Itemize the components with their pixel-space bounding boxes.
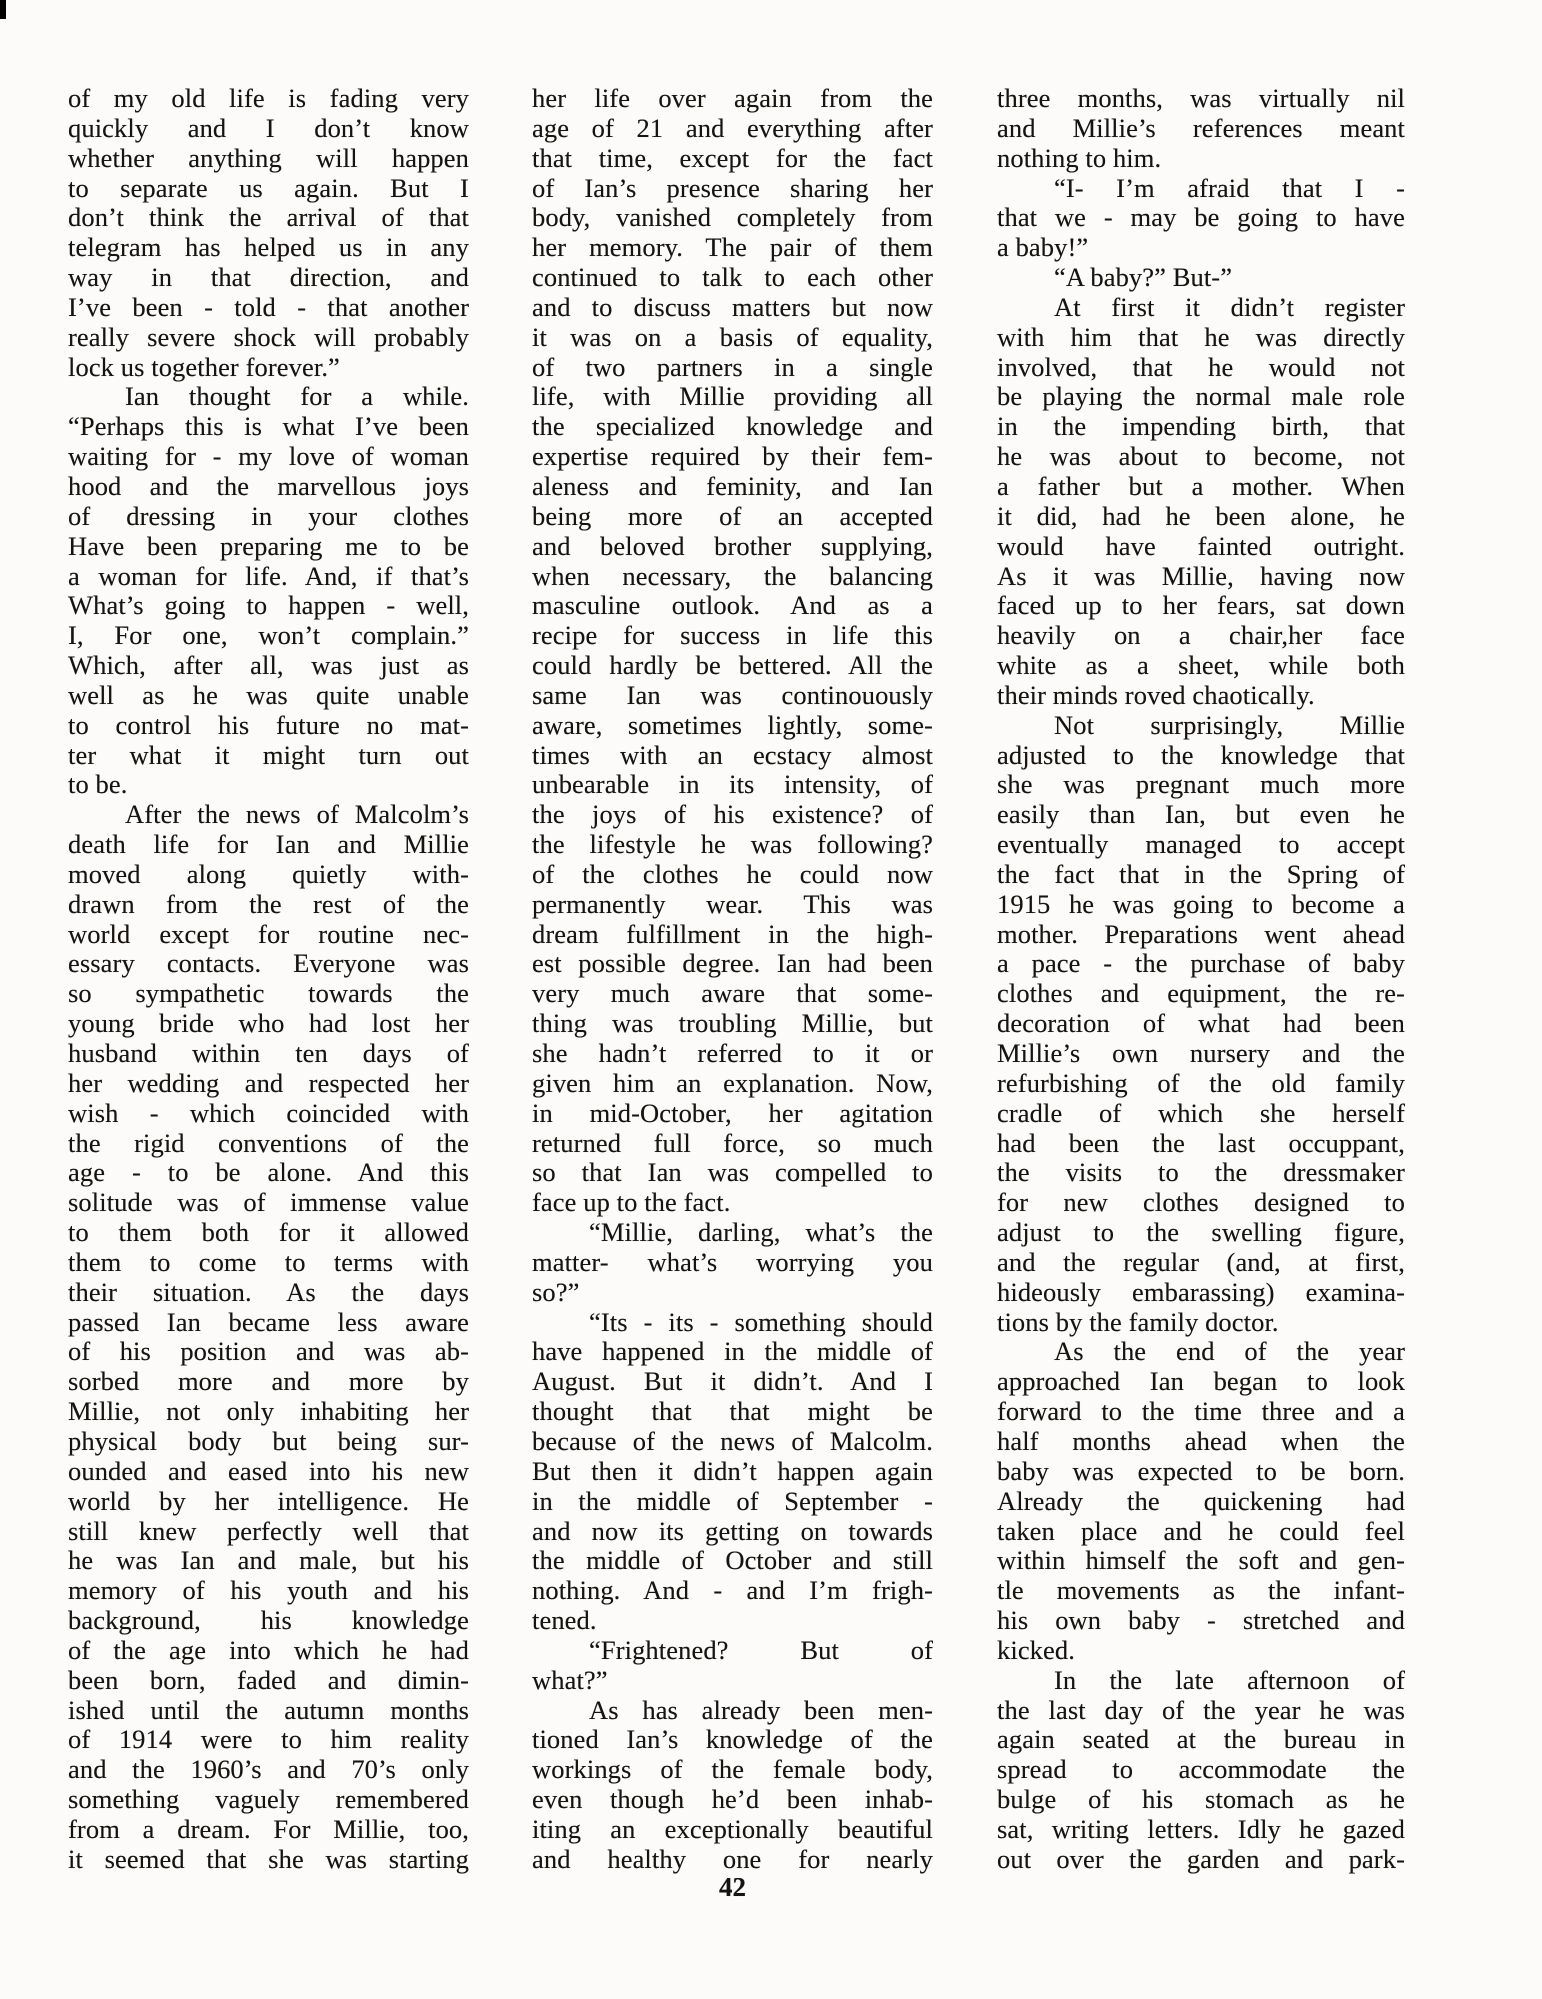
text-line: something vaguely remembered — [68, 1784, 469, 1815]
text-line: In the late afternoon of — [1054, 1664, 1405, 1695]
text-line: the rigid conventions of the — [68, 1127, 469, 1158]
text-line: I’ve been - told - that another — [68, 291, 469, 322]
text-line: a pace - the purchase of baby — [997, 948, 1405, 979]
text-line: aware, sometimes lightly, some- — [532, 709, 933, 740]
text-line: of the age into which he had — [68, 1634, 469, 1665]
text-line: it seemed that she was starting — [68, 1843, 469, 1874]
text-line: tened. — [532, 1605, 597, 1636]
text-line: background, his knowledge — [68, 1605, 469, 1636]
text-line: to control his future no mat- — [68, 709, 469, 740]
text-line: As it was Millie, having now — [997, 560, 1405, 591]
text-line: she was pregnant much more — [997, 769, 1405, 800]
text-line: thought that that might be — [532, 1396, 933, 1427]
scan-artifact-mark — [0, 0, 6, 19]
text-line: refurbishing of the old family — [997, 1067, 1405, 1098]
text-line: for new clothes designed to — [997, 1187, 1405, 1218]
text-line: to them both for it allowed — [68, 1217, 469, 1248]
text-line: what?” — [532, 1664, 608, 1695]
text-line: times with an ecstacy almost — [532, 739, 933, 770]
text-line: so that Ian was compelled to — [532, 1157, 933, 1188]
text-line: their minds roved chaotically. — [997, 679, 1315, 710]
text-line: eventually managed to accept — [997, 829, 1405, 860]
text-line: nothing to him. — [997, 142, 1162, 173]
text-line: 1915 he was going to become a — [997, 888, 1405, 919]
text-line: of dressing in your clothes — [68, 500, 469, 531]
text-line: est possible degree. Ian had been — [532, 948, 933, 979]
text-line: would have fainted outright. — [997, 530, 1405, 561]
text-line: aleness and feminity, and Ian — [532, 470, 933, 501]
text-line: iting an exceptionally beautiful — [532, 1813, 933, 1844]
text-line: Have been preparing me to be — [68, 530, 469, 561]
text-line: been born, faded and dimin- — [68, 1664, 469, 1695]
text-line: husband within ten days of — [68, 1038, 469, 1068]
text-line: workings of the female body, — [532, 1754, 933, 1785]
text-line: adjust to the swelling figure, — [997, 1217, 1405, 1248]
text-line: world except for routine nec- — [68, 918, 469, 949]
text-line: of the clothes he could now — [532, 858, 933, 889]
text-line: “A baby?” But-” — [1054, 262, 1233, 293]
text-line: a woman for life. And, if that’s — [68, 560, 469, 591]
text-line: approached Ian began to look — [997, 1366, 1405, 1397]
text-line: moved along quietly with- — [68, 858, 469, 889]
text-line: that we - may be going to have — [997, 202, 1405, 233]
text-column-right — [997, 84, 1405, 1875]
text-line: the middle of October and still — [532, 1545, 933, 1576]
text-line: Millie’s own nursery and the — [997, 1038, 1405, 1068]
text-line: a father but a mother. When — [997, 470, 1405, 501]
text-line: heavily on a chair,her face — [997, 620, 1405, 651]
text-line: wish - which coincided with — [68, 1097, 469, 1128]
text-column-middle — [532, 84, 933, 1875]
text-line: ter what it might turn out — [68, 739, 469, 770]
text-line: bulge of his stomach as he — [997, 1784, 1405, 1815]
text-line: the visits to the dressmaker — [997, 1157, 1405, 1188]
text-line: “Millie, darling, what’s the — [589, 1217, 933, 1248]
text-line: and beloved brother supplying, — [532, 530, 933, 561]
text-line: that time, except for the fact — [532, 142, 933, 173]
text-line: sat, writing letters. Idly he gazed — [997, 1813, 1405, 1844]
text-line: solitude was of immense value — [68, 1187, 469, 1218]
text-line: it was on a basis of equality, — [532, 321, 933, 352]
text-line: the lifestyle he was following? — [532, 829, 933, 860]
text-line: “I- I’m afraid that I - — [1054, 172, 1405, 203]
text-line: being more of an accepted — [532, 500, 933, 531]
text-line: Millie, not only inhabiting her — [68, 1396, 469, 1427]
text-line: nothing. And - and I’m frigh- — [532, 1575, 933, 1606]
text-line: her life over again from the — [532, 83, 933, 113]
text-line: he was about to become, not — [997, 441, 1405, 472]
text-line: continued to talk to each other — [532, 262, 933, 293]
text-line: don’t think the arrival of that — [68, 202, 469, 233]
text-line: and now its getting on towards — [532, 1515, 933, 1546]
text-line: taken place and he could feel — [997, 1515, 1405, 1546]
text-line: out over the garden and park- — [997, 1843, 1405, 1874]
text-line: age - to be alone. And this — [68, 1157, 469, 1188]
text-line: three months, was virtually nil — [997, 83, 1405, 113]
text-line: had been the last occuppant, — [997, 1127, 1405, 1158]
text-line: world by her intelligence. He — [68, 1485, 469, 1516]
text-line: unbearable in its intensity, of — [532, 769, 933, 800]
text-line: waiting for - my love of woman — [68, 441, 469, 472]
text-line: the specialized knowledge and — [532, 411, 933, 442]
text-line: them to come to terms with — [68, 1246, 469, 1277]
page-number: 42 — [719, 1872, 746, 1902]
text-line: “Frightened? But of — [589, 1634, 933, 1665]
text-line: tioned Ian’s knowledge of the — [532, 1724, 933, 1755]
text-line: life, with Millie providing all — [532, 381, 933, 412]
text-line: whether anything will happen — [68, 142, 469, 173]
text-line: and the 1960’s and 70’s only — [68, 1754, 469, 1785]
text-line: thing was troubling Millie, but — [532, 1008, 933, 1039]
text-line: well as he was quite unable — [68, 679, 469, 710]
text-line: easily than Ian, but even he — [997, 799, 1405, 830]
text-line: a baby!” — [997, 232, 1089, 263]
text-line: dream fulfillment in the high- — [532, 918, 933, 949]
text-line: faced up to her fears, sat down — [997, 590, 1405, 621]
text-line: still knew perfectly well that — [68, 1515, 469, 1546]
text-line: As has already been men- — [589, 1694, 933, 1725]
text-line: so sympathetic towards the — [68, 978, 469, 1009]
text-line: But then it didn’t happen again — [532, 1455, 933, 1486]
text-line: I, For one, won’t complain.” — [68, 620, 469, 651]
text-line: of two partners in a single — [532, 351, 933, 382]
text-line: the fact that in the Spring of — [997, 858, 1405, 889]
text-line: decoration of what had been — [997, 1008, 1405, 1039]
text-line: way in that direction, and — [68, 262, 469, 293]
text-line: drawn from the rest of the — [68, 888, 469, 919]
text-line: death life for Ian and Millie — [68, 829, 469, 860]
text-line: young bride who had lost her — [68, 1008, 469, 1039]
text-line: have happened in the middle of — [532, 1336, 933, 1367]
text-line: sorbed more and more by — [68, 1366, 469, 1397]
text-line: essary contacts. Everyone was — [68, 948, 469, 979]
text-line: face up to the fact. — [532, 1187, 731, 1218]
text-line: really severe shock will probably — [68, 321, 469, 352]
text-line: again seated at the bureau in — [997, 1724, 1405, 1755]
text-line: same Ian was continouously — [532, 679, 933, 710]
text-line: her memory. The pair of them — [532, 232, 933, 263]
text-line: half months ahead when the — [997, 1425, 1405, 1456]
text-line: to separate us again. But I — [68, 172, 469, 203]
text-line: and healthy one for nearly — [532, 1843, 933, 1874]
text-line: clothes and equipment, the re- — [997, 978, 1405, 1009]
text-line: returned full force, so much — [532, 1127, 933, 1158]
text-line: age of 21 and everything after — [532, 112, 933, 143]
text-line: and Millie’s references meant — [997, 112, 1405, 143]
text-line: adjusted to the knowledge that — [997, 739, 1405, 770]
text-line: in the impending birth, that — [997, 411, 1405, 442]
text-line: could hardly be bettered. All the — [532, 650, 933, 681]
text-line: ished until the autumn months — [68, 1694, 469, 1725]
text-line: to be. — [68, 769, 128, 800]
text-line: Not surprisingly, Millie — [1054, 709, 1405, 740]
text-line: kicked. — [997, 1634, 1075, 1665]
text-line: when necessary, the balancing — [532, 560, 933, 591]
text-line: she hadn’t referred to it or — [532, 1038, 933, 1068]
text-line: of 1914 were to him reality — [68, 1724, 469, 1755]
text-line: Already the quickening had — [997, 1485, 1405, 1516]
text-line: of my old life is fading very — [68, 83, 469, 113]
text-line: of his position and was ab- — [68, 1336, 469, 1367]
text-line: passed Ian became less aware — [68, 1306, 469, 1337]
text-line: white as a sheet, while both — [997, 650, 1405, 681]
text-line: memory of his youth and his — [68, 1575, 469, 1606]
text-line: “Its - its - something should — [589, 1306, 933, 1337]
text-line: it did, had he been alone, he — [997, 500, 1405, 531]
text-line: masculine outlook. And as a — [532, 590, 933, 621]
text-line: his own baby - stretched and — [997, 1605, 1405, 1636]
text-line: and the regular (and, at first, — [997, 1246, 1405, 1277]
text-line: her wedding and respected her — [68, 1067, 469, 1098]
text-line: even though he’d been inhab- — [532, 1784, 933, 1815]
text-line: ounded and eased into his new — [68, 1455, 469, 1486]
text-line: tle movements as the infant- — [997, 1575, 1405, 1606]
text-line: physical body but being sur- — [68, 1425, 469, 1456]
text-line: in mid-October, her agitation — [532, 1097, 933, 1128]
text-line: mother. Preparations went ahead — [997, 918, 1405, 949]
text-line: tions by the family doctor. — [997, 1306, 1279, 1337]
text-line: because of the news of Malcolm. — [532, 1425, 933, 1456]
text-line: the last day of the year he was — [997, 1694, 1405, 1725]
text-line: forward to the time three and a — [997, 1396, 1405, 1427]
text-line: so?” — [532, 1276, 580, 1307]
text-line: in the middle of September - — [532, 1485, 933, 1516]
text-line: recipe for success in life this — [532, 620, 933, 651]
text-line: very much aware that some- — [532, 978, 933, 1009]
text-line: What’s going to happen - well, — [68, 590, 469, 621]
text-line: After the news of Malcolm’s — [125, 799, 469, 830]
text-line: hood and the marvellous joys — [68, 470, 469, 501]
text-line: of Ian’s presence sharing her — [532, 172, 933, 203]
text-line: spread to accommodate the — [997, 1754, 1405, 1785]
text-line: given him an explanation. Now, — [532, 1067, 933, 1098]
text-line: telegram has helped us in any — [68, 232, 469, 263]
text-line: hideously embarassing) examina- — [997, 1276, 1405, 1307]
text-line: he was Ian and male, but his — [68, 1545, 469, 1576]
text-line: permanently wear. This was — [532, 888, 933, 919]
text-line: cradle of which she herself — [997, 1097, 1405, 1128]
text-line: August. But it didn’t. And I — [532, 1366, 933, 1397]
text-line: body, vanished completely from — [532, 202, 933, 233]
text-line: Ian thought for a while. — [125, 381, 469, 412]
text-line: expertise required by their fem- — [532, 441, 933, 472]
text-line: Which, after all, was just as — [68, 650, 469, 681]
text-line: involved, that he would not — [997, 351, 1405, 382]
text-line: from a dream. For Millie, too, — [68, 1813, 469, 1844]
text-line: At first it didn’t register — [1054, 291, 1405, 322]
text-line: lock us together forever.” — [68, 351, 340, 382]
text-line: baby was expected to be born. — [997, 1455, 1405, 1486]
text-column-left — [68, 84, 469, 1875]
text-line: within himself the soft and gen- — [997, 1545, 1405, 1576]
text-line: As the end of the year — [1054, 1336, 1405, 1367]
text-line: with him that he was directly — [997, 321, 1405, 352]
text-line: matter- what’s worrying you — [532, 1246, 933, 1277]
text-line: be playing the normal male role — [997, 381, 1405, 412]
text-line: and to discuss matters but now — [532, 291, 933, 322]
text-line: their situation. As the days — [68, 1276, 469, 1307]
text-line: quickly and I don’t know — [68, 112, 469, 143]
text-line: “Perhaps this is what I’ve been — [68, 411, 469, 442]
text-line: the joys of his existence? of — [532, 799, 933, 830]
